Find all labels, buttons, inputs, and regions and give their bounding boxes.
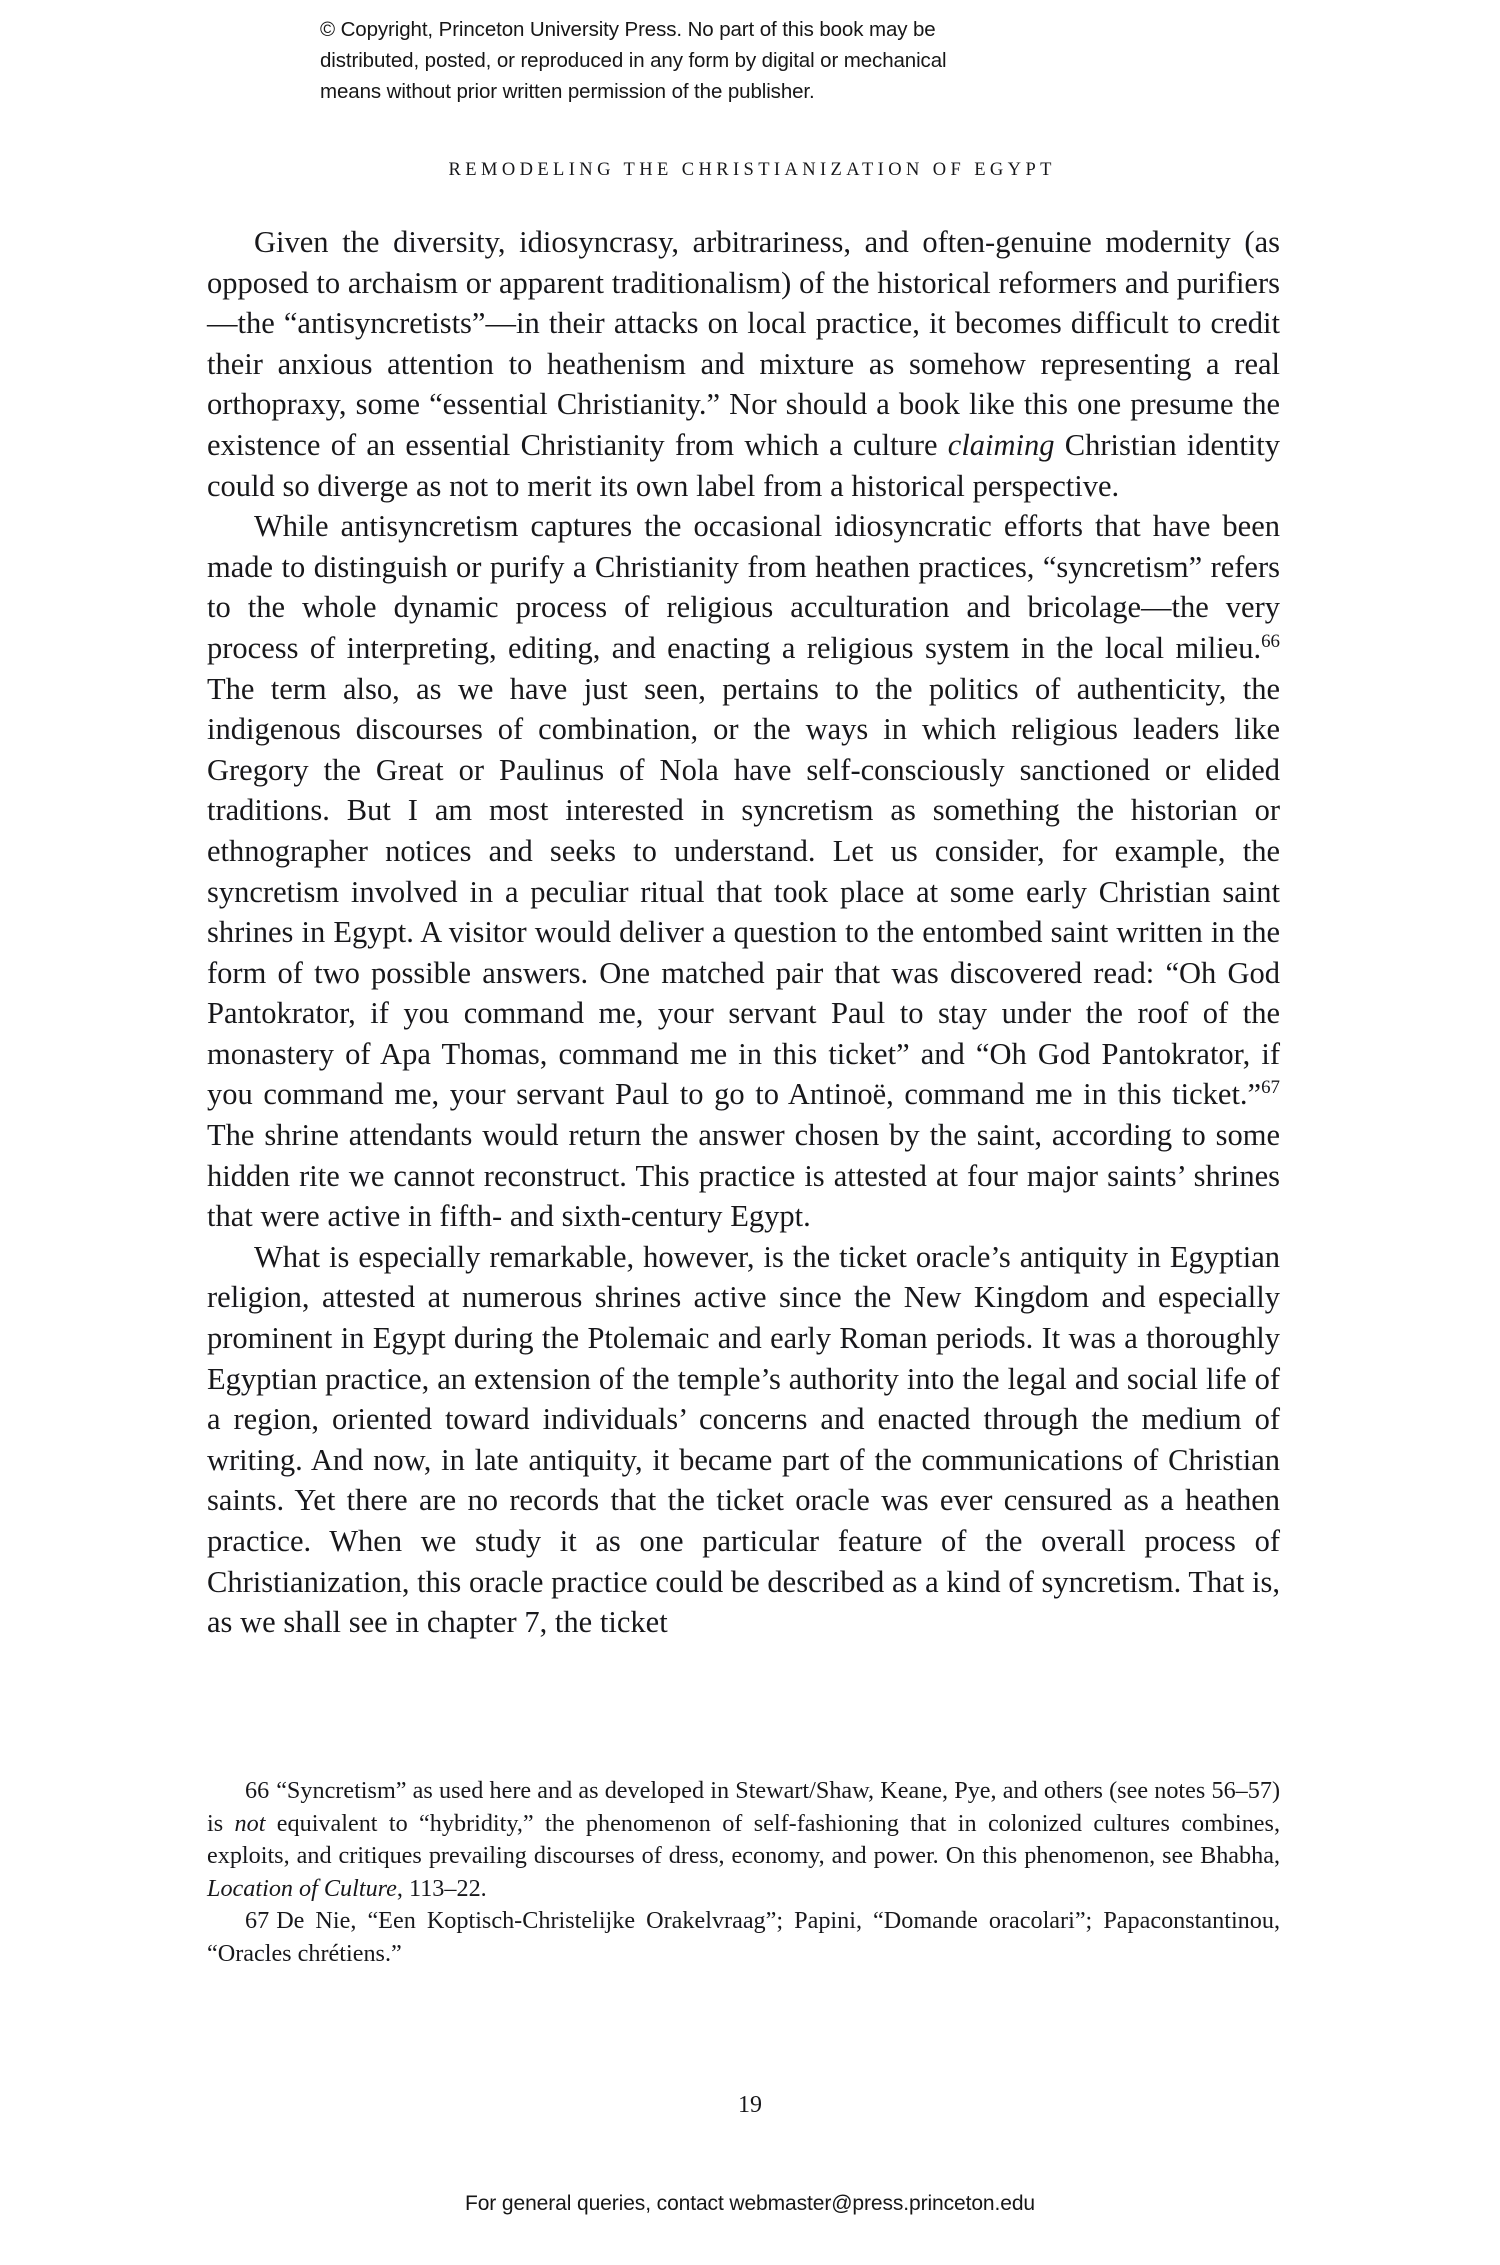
footnote-66-text-a: “Syncretism” as used here and as developed in Stewart/Shaw, Keane, Pye, and others (see notes 56–57) is [207, 1777, 1280, 1837]
page-number: 19 [738, 2092, 762, 2118]
running-head: REMODELING THE CHRISTIANIZATION OF EGYPT [448, 160, 1056, 180]
footnote-marker-67[interactable]: 67 [1261, 1077, 1280, 1099]
copyright-line-3: means without prior written permission of the publisher. [320, 80, 815, 104]
paragraph-1-text-a: Given the diversity, idiosyncrasy, arbitrariness, and often-genuine modernity (as opposed to archaism or apparent traditionalism) of the historical reformers and purifiers—the “antisyncretists”—in their attacks on local practice, it becomes difficult to credit their anxious attention to heathenism and mixture as somehow representing a real orthopraxy, some “essential Christianity.” Nor should a book like this one presume the existence of an essential Christianity from which a culture [207, 225, 1280, 462]
footnote-66-text-c: , 113–22. [396, 1874, 487, 1902]
footnote-66-italic-not: not [234, 1809, 266, 1837]
paragraph-2-text-b: The term also, as we have just seen, pertains to the politics of authenticity, the indigenous discourses of combination, or the ways in which religious leaders like Gregory the Great or Paulinus of Nola have self-consciously sanctioned or elided traditions. But I am most interested in syncretism as something the historian or ethnographer notices and seeks to understand. Let us consider, for example, the syncretism involved in a peculiar ritual that took place at some early Christian saint shrines in Egypt. A visitor would deliver a question to the entombed saint written in the form of two possible answers. One matched pair that was discovered read: “Oh God Pantokrator, if you command me, your servant Paul to stay under the roof of the monastery of Apa Thomas, command me in this ticket” and “Oh God Pantokrator, if you command me, your servant Paul to go to Antinoë, command me in this ticket.” [207, 671, 1280, 1112]
paragraph-2 [207, 506, 1280, 1237]
footnote-marker-66[interactable]: 66 [1261, 630, 1280, 652]
copyright-line-1: © Copyright, Princeton University Press. No part of this book may be [320, 18, 936, 41]
footnote-66 [207, 1775, 1280, 1905]
footnote-67-number: 67 [245, 1907, 270, 1935]
footnotes-block [207, 1775, 1280, 1971]
paragraph-1-text-b: Christian identity could so diverge as not to merit its own label from a historical perspective. [207, 427, 1280, 503]
footnote-66-number: 66 [245, 1777, 270, 1804]
footnote-66-italic-title: Location of Culture [207, 1874, 397, 1902]
copyright-notice [320, 14, 1160, 107]
copyright-line-2: distributed, posted, or reproduced in any form by digital or mechanical [320, 49, 947, 73]
paragraph-1-italic-claiming: claiming [947, 427, 1055, 462]
body-text-block [207, 222, 1280, 1643]
paragraph-2-text-a: While antisyncretism captures the occasional idiosyncratic efforts that have been made to distinguish or purify a Christianity from heathen practices, “syncretism” refers to the whole dynamic process of religious acculturation and bricolage—the very process of interpreting, editing, and enacting a religious system in the local milieu. [207, 509, 1280, 665]
general-queries-footer: For general queries, contact webmaster@press.princeton.edu [465, 2192, 1035, 2215]
footnote-67-text: De Nie, “Een Koptisch-Christelijke Orakelvraag”; Papini, “Domande oracolari”; Papaconstantinou, “Oracles chrétiens.” [207, 1907, 1280, 1967]
footnote-66-text-b: equivalent to “hybridity,” the phenomenon of self-fashioning that in colonized cultures combines, exploits, and critiques prevailing discourses of dress, economy, and power. On this phenomenon, see Bhabha, [207, 1809, 1280, 1870]
paragraph-3: What is especially remarkable, however, is the ticket oracle’s antiquity in Egyptian religion, attested at numerous shrines active since the New Kingdom and especially prominent in Egypt during the Ptolemaic and early Roman periods. It was a thoroughly Egyptian practice, an extension of the temple’s authority into the legal and social life of a region, oriented toward individuals’ concerns and enacted through the medium of writing. And now, in late antiquity, it became part of the communications of Christian saints. Yet there are no records that the ticket oracle was ever censured as a heathen practice. When we study it as one particular feature of the overall process of Christianization, this oracle practice could be described as a kind of syncretism. That is, as we shall see in chapter 7, the ticket [207, 1239, 1280, 1640]
footnote-67 [207, 1905, 1280, 1970]
paragraph-1 [207, 222, 1280, 506]
paragraph-2-text-c: The shrine attendants would return the answer chosen by the saint, according to some hidden rite we cannot reconstruct. This practice is attested at four major saints’ shrines that were active in fifth- and sixth-century Egypt. [207, 1118, 1280, 1234]
